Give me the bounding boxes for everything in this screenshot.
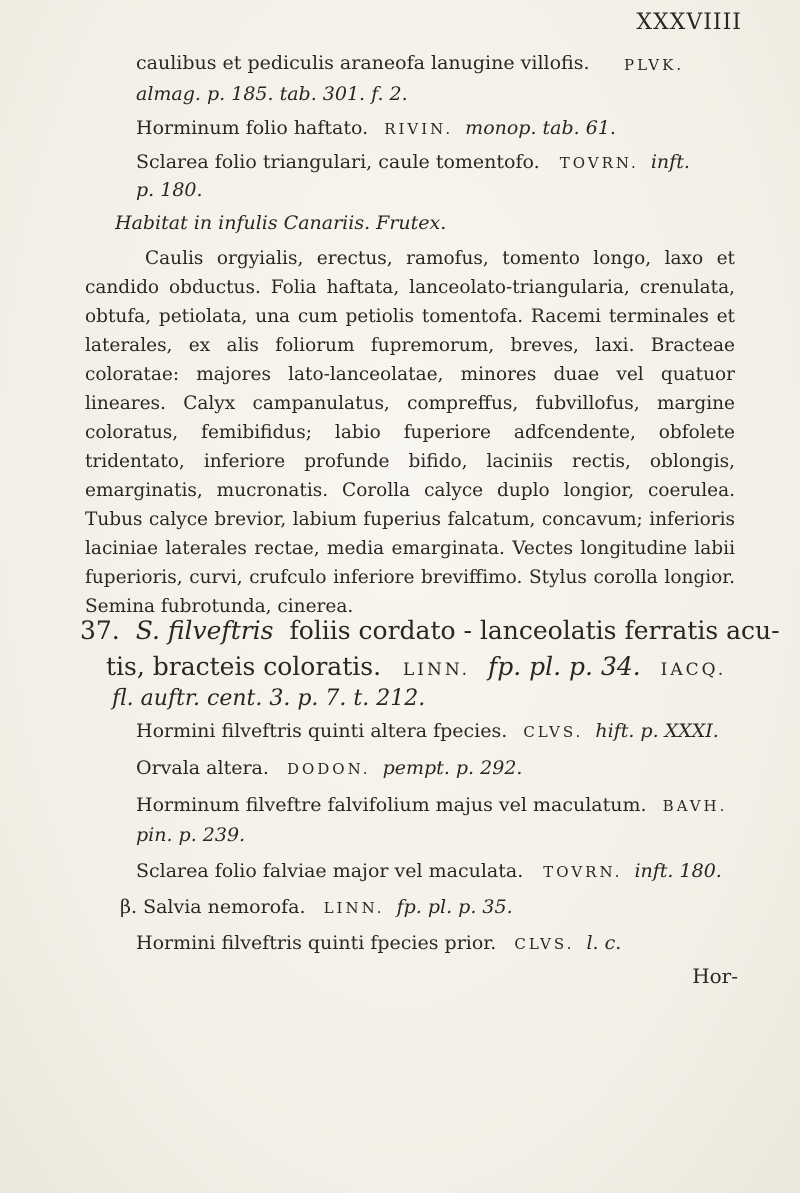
synonym-5 bbox=[120, 898, 513, 917]
synonym-5-author: LINN. bbox=[323, 899, 385, 917]
species-heading-line-2 bbox=[106, 654, 726, 679]
synonym-6-ref: l. c. bbox=[586, 932, 622, 954]
species-ref-2: fl. auftr. cent. 3. p. 7. t. 212. bbox=[112, 686, 426, 711]
habitat-line: Habitat in infulis Canariis. Frutex. bbox=[115, 212, 447, 234]
line-3-text: Horminum folio haftato. bbox=[136, 117, 369, 139]
synonym-3-author: BAVH. bbox=[662, 797, 728, 815]
synonym-1-text: Hormini filveftris quinti altera fpecies. bbox=[136, 720, 508, 742]
line-3-ref: monop. tab. 61. bbox=[465, 117, 616, 139]
synonym-2 bbox=[136, 759, 522, 778]
synonym-2-ref: pempt. p. 292. bbox=[382, 757, 523, 779]
line-1-author: PLVK. bbox=[624, 56, 685, 74]
page-number: XXXVIIII bbox=[636, 10, 742, 35]
synonym-2-author: DODON. bbox=[286, 760, 371, 778]
synonym-4-ref: inft. 180. bbox=[634, 860, 722, 882]
line-3-author: RIVIN. bbox=[384, 120, 454, 138]
species-number: 37. bbox=[80, 616, 120, 645]
synonym-4 bbox=[136, 862, 722, 881]
line-4-text: Sclarea folio triangulari, caule tomentofo. bbox=[136, 151, 540, 173]
synonym-5-text: β. Salvia nemorofa. bbox=[120, 896, 306, 918]
text-line-1 bbox=[136, 54, 590, 73]
synonym-1-ref: hift. p. XXXI. bbox=[595, 720, 719, 742]
text-line-2: almag. p. 185. tab. 301. f. 2. bbox=[136, 83, 408, 105]
description-paragraph: Caulis orgyialis, erectus, ramofus, tomento longo, laxo et candido obductus. Folia haftata, lanceolato-triangularia, crenulata, obtufa, petiolata, una cum petiolis tomentofa. Racemi terminales et laterales, ex alis foliorum fupremorum, breves, laxi. Bracteae coloratae: majores lato-lanceolatae, minores duae vel quatuor lineares. Calyx campanulatus, compreffus, fubvillofus, margine coloratus, femibifidus; labio fuperiore adfcendente, obfolete tridentato, inferiore profunde bifido, laciniis rectis, oblongis, emarginatis, mucronatis. Corolla calyce duplo longior, coerulea. Tubus calyce brevior, labium fuperius falcatum, concavum; inferioris laciniae laterales rectae, media emarginata. Vectes longitudine labii fuperioris, curvi, crufculo inferiore breviffimo. Stylus corolla longior. Semina fubrotunda, cinerea. bbox=[85, 248, 735, 617]
synonym-3 bbox=[136, 796, 727, 815]
species-diagnosis-2: tis, bracteis coloratis. bbox=[106, 652, 382, 681]
synonym-6 bbox=[136, 934, 621, 953]
synonym-6-text: Hormini filveftris quinti fpecies prior. bbox=[136, 932, 497, 954]
synonym-4-text: Sclarea folio falviae major vel maculata. bbox=[136, 860, 524, 882]
synonym-3-text: Horminum filveftre falvifolium majus vel maculatum. bbox=[136, 794, 647, 816]
text-line-5: p. 180. bbox=[136, 179, 203, 201]
synonym-3-ref: pin. p. 239. bbox=[136, 824, 246, 846]
line-1-text: caulibus et pediculis araneofa lanugine villofis. bbox=[136, 52, 590, 74]
synonym-2-text: Orvala altera. bbox=[136, 757, 269, 779]
synonym-1-author: CLVS. bbox=[523, 723, 584, 741]
text-line-4 bbox=[136, 153, 690, 172]
species-author-2: IACQ. bbox=[660, 660, 727, 680]
species-author-1: LINN. bbox=[402, 660, 471, 680]
line-4-author: TOVRN. bbox=[559, 154, 639, 172]
line-4-ref: inft. bbox=[650, 151, 690, 173]
synonym-6-author: CLVS. bbox=[514, 935, 575, 953]
synonym-1 bbox=[136, 722, 719, 741]
species-heading-line-1 bbox=[80, 618, 780, 643]
synonym-4-author: TOVRN. bbox=[543, 863, 623, 881]
species-name: S. filveftris bbox=[135, 616, 274, 645]
catchword: Hor- bbox=[692, 964, 738, 988]
species-diagnosis-1: foliis cordato - lanceolatis ferratis acu- bbox=[289, 616, 780, 645]
text-line-3 bbox=[136, 119, 616, 138]
synonym-5-ref: fp. pl. p. 35. bbox=[396, 896, 513, 918]
species-ref-1: fp. pl. p. 34. bbox=[488, 652, 641, 681]
